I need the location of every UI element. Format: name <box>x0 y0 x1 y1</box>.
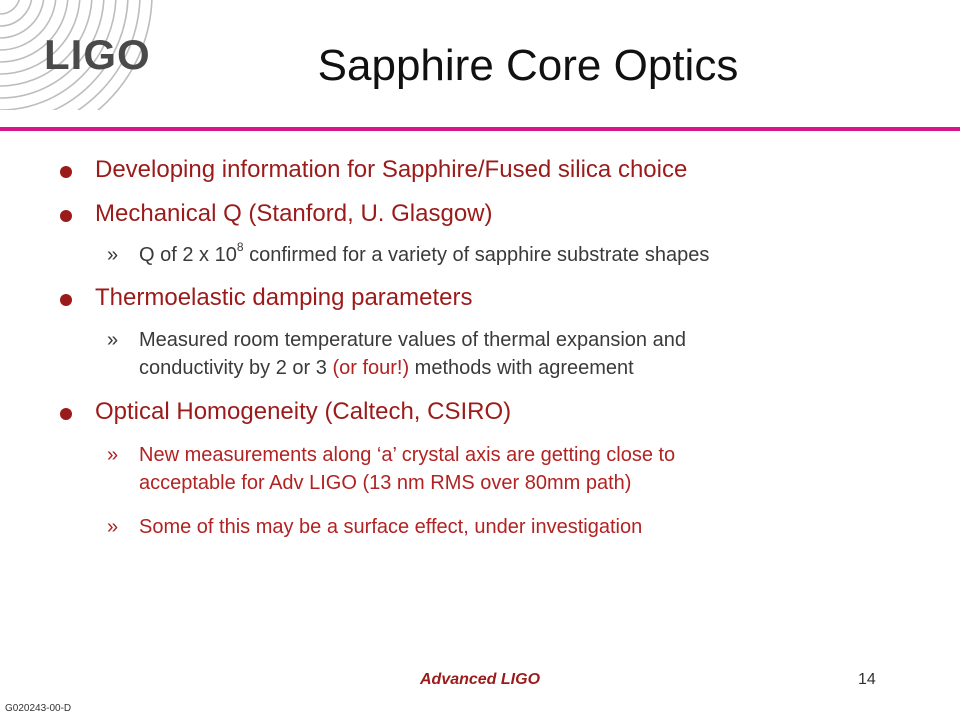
bullet-text: Thermoelastic damping parameters <box>95 284 473 311</box>
footer-title: Advanced LIGO <box>419 671 541 688</box>
subbullet-marker: » <box>107 329 119 351</box>
subbullet-marker: » <box>107 444 119 466</box>
bullet-dot <box>60 210 72 222</box>
bullet-dot <box>60 294 72 306</box>
document-id: G020243-00-D <box>5 703 72 714</box>
bullet-thermoelastic <box>60 284 473 313</box>
subbullet-text: New measurements along ‘a’ crystal axis are getting close to <box>139 444 676 466</box>
subbullet-surface <box>107 513 642 541</box>
subbullet-q-value <box>107 241 709 269</box>
subbullet-thermal <box>107 326 686 382</box>
highlight-text: (or four!) <box>332 357 410 379</box>
title-divider <box>0 127 960 131</box>
subbullet-text: conductivity by 2 or 3 <box>139 357 333 379</box>
subbullet-text: Measured room temperature values of thermal expansion and <box>139 329 686 351</box>
ligo-logo: LIGO <box>44 31 151 78</box>
subbullet-text: Some of this may be a surface effect, under investigation <box>139 516 643 538</box>
bullet-mechanical-q <box>60 200 493 229</box>
subbullet-text: Q of 2 x 10 <box>139 244 237 266</box>
exponent: 8 <box>236 240 244 255</box>
slide-title: Sapphire Core Optics <box>317 41 739 90</box>
bullet-sapphire-choice <box>60 156 687 185</box>
subbullet-marker: » <box>107 244 119 266</box>
subbullet-marker: » <box>107 516 119 538</box>
bullet-dot <box>60 408 72 420</box>
bullet-optical-homogeneity <box>60 398 511 427</box>
subbullet-optical <box>107 441 675 497</box>
subbullet-text: acceptable for Adv LIGO (13 nm RMS over 80mm path) <box>139 472 632 494</box>
bullet-dot <box>60 166 72 178</box>
bullet-text: Developing information for Sapphire/Fused silica choice <box>95 156 688 183</box>
bullet-text: Optical Homogeneity (Caltech, CSIRO) <box>95 398 512 425</box>
page-number: 14 <box>858 671 876 688</box>
subbullet-text: methods with agreement <box>409 357 634 379</box>
subbullet-text: confirmed for a variety of sapphire substrate shapes <box>243 244 710 266</box>
bullet-text: Mechanical Q (Stanford, U. Glasgow) <box>95 200 493 227</box>
